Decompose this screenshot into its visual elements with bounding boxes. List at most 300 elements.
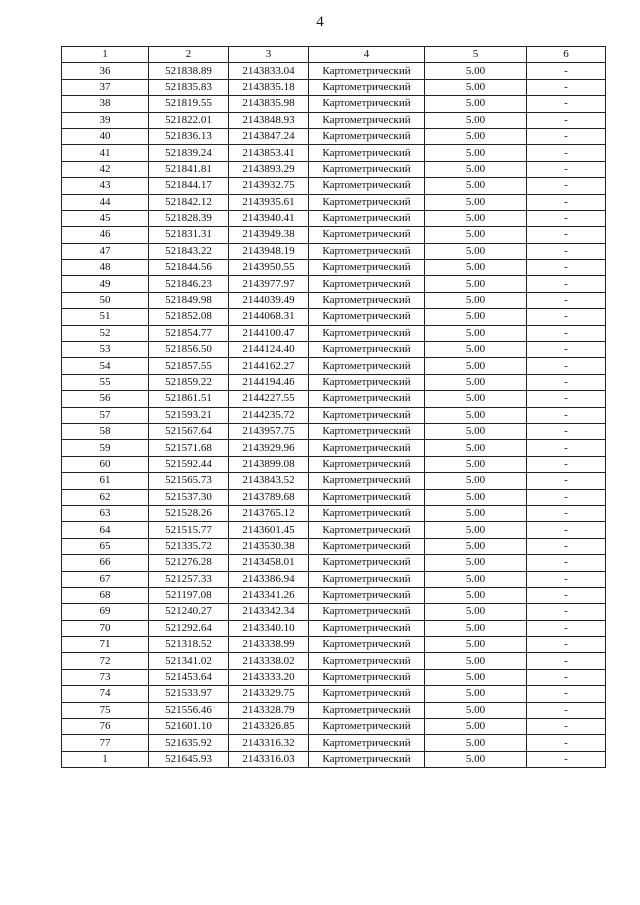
y-coordinate-cell: 2143316.32 bbox=[229, 735, 309, 751]
x-coordinate-cell: 521276.28 bbox=[149, 555, 229, 571]
x-coordinate-cell: 521533.97 bbox=[149, 686, 229, 702]
point-number-cell: 1 bbox=[62, 751, 149, 767]
note-cell: - bbox=[527, 210, 606, 226]
note-cell: - bbox=[527, 489, 606, 505]
x-coordinate-cell: 521852.08 bbox=[149, 309, 229, 325]
point-number-cell: 64 bbox=[62, 522, 149, 538]
table-row bbox=[62, 555, 606, 571]
method-cell: Картометрический bbox=[309, 309, 425, 325]
x-coordinate-cell: 521841.81 bbox=[149, 161, 229, 177]
method-cell: Картометрический bbox=[309, 571, 425, 587]
accuracy-cell: 5.00 bbox=[425, 735, 527, 751]
note-cell: - bbox=[527, 391, 606, 407]
table-row bbox=[62, 63, 606, 79]
note-cell: - bbox=[527, 702, 606, 718]
y-coordinate-cell: 2143957.75 bbox=[229, 423, 309, 439]
y-coordinate-cell: 2143847.24 bbox=[229, 128, 309, 144]
note-cell: - bbox=[527, 96, 606, 112]
header-cell-4: 4 bbox=[309, 47, 425, 63]
point-number-cell: 37 bbox=[62, 79, 149, 95]
accuracy-cell: 5.00 bbox=[425, 620, 527, 636]
y-coordinate-cell: 2144068.31 bbox=[229, 309, 309, 325]
accuracy-cell: 5.00 bbox=[425, 178, 527, 194]
note-cell: - bbox=[527, 571, 606, 587]
x-coordinate-cell: 521828.39 bbox=[149, 210, 229, 226]
point-number-cell: 57 bbox=[62, 407, 149, 423]
table-row bbox=[62, 227, 606, 243]
point-number-cell: 65 bbox=[62, 538, 149, 554]
method-cell: Картометрический bbox=[309, 538, 425, 554]
point-number-cell: 68 bbox=[62, 587, 149, 603]
point-number-cell: 67 bbox=[62, 571, 149, 587]
method-cell: Картометрический bbox=[309, 735, 425, 751]
x-coordinate-cell: 521318.52 bbox=[149, 637, 229, 653]
point-number-cell: 43 bbox=[62, 178, 149, 194]
table-row bbox=[62, 96, 606, 112]
method-cell: Картометрический bbox=[309, 161, 425, 177]
y-coordinate-cell: 2144235.72 bbox=[229, 407, 309, 423]
accuracy-cell: 5.00 bbox=[425, 473, 527, 489]
y-coordinate-cell: 2143977.97 bbox=[229, 276, 309, 292]
point-number-cell: 41 bbox=[62, 145, 149, 161]
table-row bbox=[62, 309, 606, 325]
method-cell: Картометрический bbox=[309, 227, 425, 243]
x-coordinate-cell: 521592.44 bbox=[149, 456, 229, 472]
y-coordinate-cell: 2143316.03 bbox=[229, 751, 309, 767]
table-header-row bbox=[62, 47, 606, 63]
note-cell: - bbox=[527, 669, 606, 685]
y-coordinate-cell: 2144194.46 bbox=[229, 374, 309, 390]
note-cell: - bbox=[527, 407, 606, 423]
note-cell: - bbox=[527, 79, 606, 95]
method-cell: Картометрический bbox=[309, 112, 425, 128]
y-coordinate-cell: 2143458.01 bbox=[229, 555, 309, 571]
accuracy-cell: 5.00 bbox=[425, 79, 527, 95]
point-number-cell: 74 bbox=[62, 686, 149, 702]
method-cell: Картометрический bbox=[309, 751, 425, 767]
method-cell: Картометрический bbox=[309, 587, 425, 603]
x-coordinate-cell: 521567.64 bbox=[149, 423, 229, 439]
accuracy-cell: 5.00 bbox=[425, 210, 527, 226]
coordinates-table bbox=[61, 46, 606, 768]
method-cell: Картометрический bbox=[309, 243, 425, 259]
note-cell: - bbox=[527, 292, 606, 308]
method-cell: Картометрический bbox=[309, 325, 425, 341]
method-cell: Картометрический bbox=[309, 702, 425, 718]
accuracy-cell: 5.00 bbox=[425, 637, 527, 653]
accuracy-cell: 5.00 bbox=[425, 194, 527, 210]
table-row bbox=[62, 604, 606, 620]
y-coordinate-cell: 2144227.55 bbox=[229, 391, 309, 407]
accuracy-cell: 5.00 bbox=[425, 112, 527, 128]
method-cell: Картометрический bbox=[309, 456, 425, 472]
method-cell: Картометрический bbox=[309, 194, 425, 210]
method-cell: Картометрический bbox=[309, 637, 425, 653]
point-number-cell: 69 bbox=[62, 604, 149, 620]
note-cell: - bbox=[527, 260, 606, 276]
note-cell: - bbox=[527, 653, 606, 669]
table-row bbox=[62, 489, 606, 505]
accuracy-cell: 5.00 bbox=[425, 423, 527, 439]
y-coordinate-cell: 2143929.96 bbox=[229, 440, 309, 456]
method-cell: Картометрический bbox=[309, 407, 425, 423]
point-number-cell: 63 bbox=[62, 505, 149, 521]
method-cell: Картометрический bbox=[309, 555, 425, 571]
note-cell: - bbox=[527, 128, 606, 144]
x-coordinate-cell: 521835.83 bbox=[149, 79, 229, 95]
table-row bbox=[62, 243, 606, 259]
x-coordinate-cell: 521341.02 bbox=[149, 653, 229, 669]
note-cell: - bbox=[527, 620, 606, 636]
x-coordinate-cell: 521645.93 bbox=[149, 751, 229, 767]
note-cell: - bbox=[527, 473, 606, 489]
method-cell: Картометрический bbox=[309, 63, 425, 79]
method-cell: Картометрический bbox=[309, 719, 425, 735]
y-coordinate-cell: 2143893.29 bbox=[229, 161, 309, 177]
note-cell: - bbox=[527, 505, 606, 521]
note-cell: - bbox=[527, 145, 606, 161]
point-number-cell: 60 bbox=[62, 456, 149, 472]
accuracy-cell: 5.00 bbox=[425, 391, 527, 407]
table-row bbox=[62, 325, 606, 341]
method-cell: Картометрический bbox=[309, 653, 425, 669]
y-coordinate-cell: 2143949.38 bbox=[229, 227, 309, 243]
accuracy-cell: 5.00 bbox=[425, 260, 527, 276]
point-number-cell: 47 bbox=[62, 243, 149, 259]
method-cell: Картометрический bbox=[309, 669, 425, 685]
x-coordinate-cell: 521843.22 bbox=[149, 243, 229, 259]
point-number-cell: 51 bbox=[62, 309, 149, 325]
y-coordinate-cell: 2143328.79 bbox=[229, 702, 309, 718]
note-cell: - bbox=[527, 112, 606, 128]
note-cell: - bbox=[527, 604, 606, 620]
x-coordinate-cell: 521844.17 bbox=[149, 178, 229, 194]
accuracy-cell: 5.00 bbox=[425, 407, 527, 423]
note-cell: - bbox=[527, 227, 606, 243]
point-number-cell: 46 bbox=[62, 227, 149, 243]
x-coordinate-cell: 521822.01 bbox=[149, 112, 229, 128]
accuracy-cell: 5.00 bbox=[425, 686, 527, 702]
y-coordinate-cell: 2143932.75 bbox=[229, 178, 309, 194]
x-coordinate-cell: 521571.68 bbox=[149, 440, 229, 456]
note-cell: - bbox=[527, 243, 606, 259]
table-row bbox=[62, 374, 606, 390]
y-coordinate-cell: 2143843.52 bbox=[229, 473, 309, 489]
note-cell: - bbox=[527, 423, 606, 439]
y-coordinate-cell: 2143853.41 bbox=[229, 145, 309, 161]
page-number: 4 bbox=[316, 14, 324, 30]
table-row bbox=[62, 112, 606, 128]
accuracy-cell: 5.00 bbox=[425, 145, 527, 161]
y-coordinate-cell: 2143342.34 bbox=[229, 604, 309, 620]
x-coordinate-cell: 521528.26 bbox=[149, 505, 229, 521]
accuracy-cell: 5.00 bbox=[425, 292, 527, 308]
note-cell: - bbox=[527, 751, 606, 767]
method-cell: Картометрический bbox=[309, 440, 425, 456]
method-cell: Картометрический bbox=[309, 473, 425, 489]
note-cell: - bbox=[527, 538, 606, 554]
note-cell: - bbox=[527, 161, 606, 177]
method-cell: Картометрический bbox=[309, 79, 425, 95]
accuracy-cell: 5.00 bbox=[425, 702, 527, 718]
table-row bbox=[62, 407, 606, 423]
x-coordinate-cell: 521838.89 bbox=[149, 63, 229, 79]
x-coordinate-cell: 521292.64 bbox=[149, 620, 229, 636]
table-row bbox=[62, 751, 606, 767]
note-cell: - bbox=[527, 456, 606, 472]
table-row bbox=[62, 686, 606, 702]
point-number-cell: 52 bbox=[62, 325, 149, 341]
y-coordinate-cell: 2143833.04 bbox=[229, 63, 309, 79]
y-coordinate-cell: 2143848.93 bbox=[229, 112, 309, 128]
table-row bbox=[62, 456, 606, 472]
table-row bbox=[62, 128, 606, 144]
point-number-cell: 62 bbox=[62, 489, 149, 505]
y-coordinate-cell: 2143386.94 bbox=[229, 571, 309, 587]
method-cell: Картометрический bbox=[309, 358, 425, 374]
point-number-cell: 61 bbox=[62, 473, 149, 489]
method-cell: Картометрический bbox=[309, 505, 425, 521]
note-cell: - bbox=[527, 555, 606, 571]
point-number-cell: 44 bbox=[62, 194, 149, 210]
y-coordinate-cell: 2143338.02 bbox=[229, 653, 309, 669]
note-cell: - bbox=[527, 440, 606, 456]
method-cell: Картометрический bbox=[309, 489, 425, 505]
point-number-cell: 76 bbox=[62, 719, 149, 735]
x-coordinate-cell: 521537.30 bbox=[149, 489, 229, 505]
point-number-cell: 75 bbox=[62, 702, 149, 718]
table-row bbox=[62, 178, 606, 194]
method-cell: Картометрический bbox=[309, 391, 425, 407]
x-coordinate-cell: 521839.24 bbox=[149, 145, 229, 161]
x-coordinate-cell: 521849.98 bbox=[149, 292, 229, 308]
table-row bbox=[62, 276, 606, 292]
method-cell: Картометрический bbox=[309, 128, 425, 144]
note-cell: - bbox=[527, 735, 606, 751]
note-cell: - bbox=[527, 637, 606, 653]
method-cell: Картометрический bbox=[309, 145, 425, 161]
table-row bbox=[62, 702, 606, 718]
point-number-cell: 55 bbox=[62, 374, 149, 390]
accuracy-cell: 5.00 bbox=[425, 604, 527, 620]
table-row bbox=[62, 587, 606, 603]
accuracy-cell: 5.00 bbox=[425, 63, 527, 79]
x-coordinate-cell: 521856.50 bbox=[149, 342, 229, 358]
table-row bbox=[62, 260, 606, 276]
point-number-cell: 56 bbox=[62, 391, 149, 407]
x-coordinate-cell: 521846.23 bbox=[149, 276, 229, 292]
method-cell: Картометрический bbox=[309, 178, 425, 194]
method-cell: Картометрический bbox=[309, 96, 425, 112]
accuracy-cell: 5.00 bbox=[425, 96, 527, 112]
table-row bbox=[62, 79, 606, 95]
point-number-cell: 48 bbox=[62, 260, 149, 276]
point-number-cell: 72 bbox=[62, 653, 149, 669]
note-cell: - bbox=[527, 178, 606, 194]
point-number-cell: 50 bbox=[62, 292, 149, 308]
x-coordinate-cell: 521635.92 bbox=[149, 735, 229, 751]
table-row bbox=[62, 522, 606, 538]
y-coordinate-cell: 2143765.12 bbox=[229, 505, 309, 521]
point-number-cell: 71 bbox=[62, 637, 149, 653]
table-row bbox=[62, 145, 606, 161]
note-cell: - bbox=[527, 309, 606, 325]
table-row bbox=[62, 342, 606, 358]
y-coordinate-cell: 2144162.27 bbox=[229, 358, 309, 374]
x-coordinate-cell: 521197.08 bbox=[149, 587, 229, 603]
table-row bbox=[62, 358, 606, 374]
method-cell: Картометрический bbox=[309, 620, 425, 636]
point-number-cell: 49 bbox=[62, 276, 149, 292]
x-coordinate-cell: 521335.72 bbox=[149, 538, 229, 554]
y-coordinate-cell: 2143950.55 bbox=[229, 260, 309, 276]
accuracy-cell: 5.00 bbox=[425, 440, 527, 456]
table-row bbox=[62, 735, 606, 751]
y-coordinate-cell: 2143333.20 bbox=[229, 669, 309, 685]
table-row bbox=[62, 571, 606, 587]
accuracy-cell: 5.00 bbox=[425, 719, 527, 735]
table-row bbox=[62, 620, 606, 636]
y-coordinate-cell: 2143940.41 bbox=[229, 210, 309, 226]
point-number-cell: 53 bbox=[62, 342, 149, 358]
accuracy-cell: 5.00 bbox=[425, 161, 527, 177]
y-coordinate-cell: 2143899.08 bbox=[229, 456, 309, 472]
y-coordinate-cell: 2143835.18 bbox=[229, 79, 309, 95]
method-cell: Картометрический bbox=[309, 292, 425, 308]
x-coordinate-cell: 521453.64 bbox=[149, 669, 229, 685]
x-coordinate-cell: 521854.77 bbox=[149, 325, 229, 341]
y-coordinate-cell: 2143326.85 bbox=[229, 719, 309, 735]
note-cell: - bbox=[527, 522, 606, 538]
accuracy-cell: 5.00 bbox=[425, 325, 527, 341]
point-number-cell: 66 bbox=[62, 555, 149, 571]
header-cell-5: 5 bbox=[425, 47, 527, 63]
point-number-cell: 58 bbox=[62, 423, 149, 439]
x-coordinate-cell: 521857.55 bbox=[149, 358, 229, 374]
y-coordinate-cell: 2144039.49 bbox=[229, 292, 309, 308]
header-cell-2: 2 bbox=[149, 47, 229, 63]
x-coordinate-cell: 521515.77 bbox=[149, 522, 229, 538]
method-cell: Картометрический bbox=[309, 423, 425, 439]
x-coordinate-cell: 521601.10 bbox=[149, 719, 229, 735]
x-coordinate-cell: 521861.51 bbox=[149, 391, 229, 407]
y-coordinate-cell: 2144100.47 bbox=[229, 325, 309, 341]
note-cell: - bbox=[527, 276, 606, 292]
accuracy-cell: 5.00 bbox=[425, 571, 527, 587]
x-coordinate-cell: 521842.12 bbox=[149, 194, 229, 210]
note-cell: - bbox=[527, 342, 606, 358]
method-cell: Картометрический bbox=[309, 342, 425, 358]
note-cell: - bbox=[527, 325, 606, 341]
table-row bbox=[62, 637, 606, 653]
y-coordinate-cell: 2144124.40 bbox=[229, 342, 309, 358]
x-coordinate-cell: 521831.31 bbox=[149, 227, 229, 243]
y-coordinate-cell: 2143341.26 bbox=[229, 587, 309, 603]
accuracy-cell: 5.00 bbox=[425, 751, 527, 767]
accuracy-cell: 5.00 bbox=[425, 243, 527, 259]
method-cell: Картометрический bbox=[309, 210, 425, 226]
table-row bbox=[62, 538, 606, 554]
table-row bbox=[62, 391, 606, 407]
table-row bbox=[62, 719, 606, 735]
accuracy-cell: 5.00 bbox=[425, 505, 527, 521]
note-cell: - bbox=[527, 686, 606, 702]
y-coordinate-cell: 2143789.68 bbox=[229, 489, 309, 505]
accuracy-cell: 5.00 bbox=[425, 227, 527, 243]
y-coordinate-cell: 2143948.19 bbox=[229, 243, 309, 259]
y-coordinate-cell: 2143835.98 bbox=[229, 96, 309, 112]
accuracy-cell: 5.00 bbox=[425, 669, 527, 685]
x-coordinate-cell: 521565.73 bbox=[149, 473, 229, 489]
table-row bbox=[62, 292, 606, 308]
header-cell-6: 6 bbox=[527, 47, 606, 63]
header-cell-1: 1 bbox=[62, 47, 149, 63]
x-coordinate-cell: 521593.21 bbox=[149, 407, 229, 423]
point-number-cell: 40 bbox=[62, 128, 149, 144]
x-coordinate-cell: 521257.33 bbox=[149, 571, 229, 587]
method-cell: Картометрический bbox=[309, 374, 425, 390]
point-number-cell: 54 bbox=[62, 358, 149, 374]
y-coordinate-cell: 2143329.75 bbox=[229, 686, 309, 702]
point-number-cell: 39 bbox=[62, 112, 149, 128]
x-coordinate-cell: 521844.56 bbox=[149, 260, 229, 276]
point-number-cell: 73 bbox=[62, 669, 149, 685]
table-row bbox=[62, 505, 606, 521]
method-cell: Картометрический bbox=[309, 686, 425, 702]
accuracy-cell: 5.00 bbox=[425, 653, 527, 669]
accuracy-cell: 5.00 bbox=[425, 342, 527, 358]
note-cell: - bbox=[527, 63, 606, 79]
note-cell: - bbox=[527, 194, 606, 210]
accuracy-cell: 5.00 bbox=[425, 522, 527, 538]
table-row bbox=[62, 161, 606, 177]
table-row bbox=[62, 194, 606, 210]
note-cell: - bbox=[527, 358, 606, 374]
method-cell: Картометрический bbox=[309, 522, 425, 538]
point-number-cell: 38 bbox=[62, 96, 149, 112]
note-cell: - bbox=[527, 374, 606, 390]
accuracy-cell: 5.00 bbox=[425, 128, 527, 144]
accuracy-cell: 5.00 bbox=[425, 489, 527, 505]
accuracy-cell: 5.00 bbox=[425, 374, 527, 390]
point-number-cell: 77 bbox=[62, 735, 149, 751]
method-cell: Картометрический bbox=[309, 604, 425, 620]
x-coordinate-cell: 521556.46 bbox=[149, 702, 229, 718]
header-cell-3: 3 bbox=[229, 47, 309, 63]
accuracy-cell: 5.00 bbox=[425, 538, 527, 554]
y-coordinate-cell: 2143935.61 bbox=[229, 194, 309, 210]
method-cell: Картометрический bbox=[309, 276, 425, 292]
y-coordinate-cell: 2143601.45 bbox=[229, 522, 309, 538]
y-coordinate-cell: 2143338.99 bbox=[229, 637, 309, 653]
table-body bbox=[62, 47, 606, 768]
point-number-cell: 36 bbox=[62, 63, 149, 79]
table-row bbox=[62, 210, 606, 226]
x-coordinate-cell: 521859.22 bbox=[149, 374, 229, 390]
y-coordinate-cell: 2143530.38 bbox=[229, 538, 309, 554]
accuracy-cell: 5.00 bbox=[425, 555, 527, 571]
accuracy-cell: 5.00 bbox=[425, 456, 527, 472]
y-coordinate-cell: 2143340.10 bbox=[229, 620, 309, 636]
point-number-cell: 70 bbox=[62, 620, 149, 636]
table-row bbox=[62, 653, 606, 669]
table-row bbox=[62, 423, 606, 439]
accuracy-cell: 5.00 bbox=[425, 309, 527, 325]
point-number-cell: 42 bbox=[62, 161, 149, 177]
point-number-cell: 59 bbox=[62, 440, 149, 456]
x-coordinate-cell: 521836.13 bbox=[149, 128, 229, 144]
x-coordinate-cell: 521819.55 bbox=[149, 96, 229, 112]
